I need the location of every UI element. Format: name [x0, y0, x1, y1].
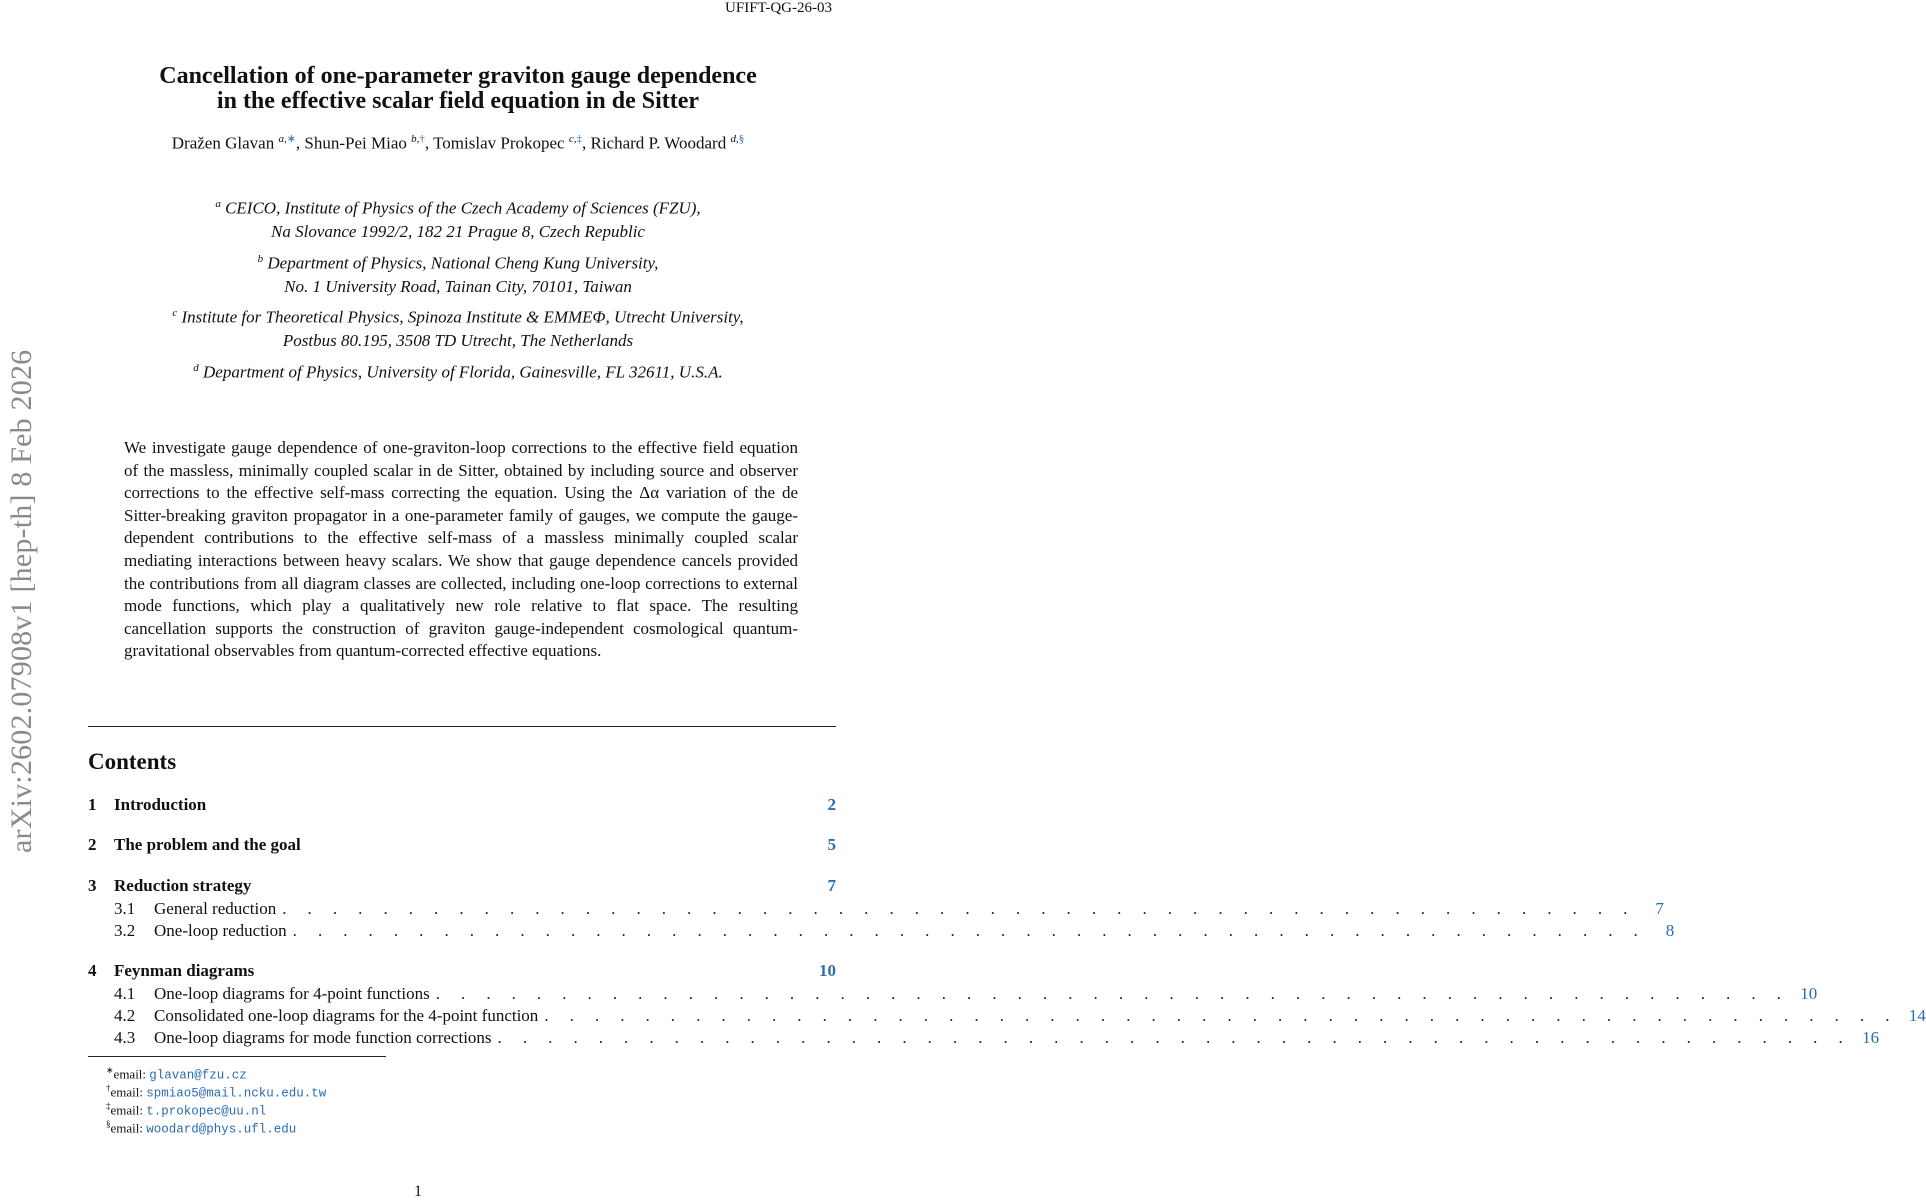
- affiliation-a: [88, 193, 828, 243]
- toc-page-link[interactable]: 16: [1862, 1028, 1880, 1047]
- footnote-prefix: email:: [110, 1120, 147, 1136]
- author-affil: b,: [411, 133, 420, 145]
- author-separator: ,: [424, 133, 434, 153]
- toc-number: 1: [88, 795, 97, 814]
- arxiv-sidebar-stamp: arXiv:2602.07908v1 [hep-th] 8 Feb 2026: [5, 349, 38, 853]
- toc-entry[interactable]: [88, 960, 836, 982]
- toc-entry[interactable]: [88, 794, 836, 816]
- toc-label: One-loop diagrams for 4-point functions: [154, 984, 430, 1003]
- affiliation-line: No. 1 University Road, Tainan City, 70101, Taiwan: [284, 276, 632, 296]
- footnote-divider: [88, 1056, 386, 1057]
- toc-subentry[interactable]: [88, 920, 1675, 942]
- toc-label: The problem and the goal: [114, 835, 301, 854]
- toc-subentry[interactable]: [88, 898, 1664, 920]
- affiliation-b: [88, 248, 828, 298]
- toc-label: Reduction strategy: [114, 876, 252, 895]
- toc-number: 4.2: [114, 1006, 136, 1025]
- toc-page-link[interactable]: 10: [819, 961, 836, 980]
- author-name: Tomislav Prokopec: [433, 133, 565, 153]
- toc-number: 3.2: [114, 921, 136, 940]
- toc-number: 4.3: [114, 1028, 136, 1047]
- author-name: Shun-Pei Miao: [304, 133, 407, 153]
- affiliation-c: [88, 302, 828, 352]
- toc-page-link[interactable]: 2: [827, 795, 836, 814]
- author-name: Richard P. Woodard: [590, 133, 727, 153]
- footnote-mark: §: [106, 1119, 111, 1129]
- divider: [88, 726, 836, 727]
- footnote-link[interactable]: †: [419, 133, 425, 145]
- footnote-mark: ∗: [106, 1065, 114, 1075]
- title-line-1: Cancellation of one-parameter graviton gauge dependence: [159, 63, 757, 89]
- affiliation-line: Department of Physics, University of Florida, Gainesville, FL 32611, U.S.A.: [203, 362, 723, 382]
- footnote-mark: ‡: [106, 1101, 111, 1111]
- toc-label: Introduction: [114, 795, 207, 814]
- toc-number: 2: [88, 835, 97, 854]
- toc-page-link[interactable]: 10: [1800, 984, 1818, 1003]
- toc-label: Consolidated one-loop diagrams for the 4-point function: [154, 1006, 539, 1025]
- author-affil: d,: [730, 133, 739, 145]
- toc-page-link[interactable]: 8: [1665, 921, 1675, 940]
- toc-page-link[interactable]: 5: [827, 835, 836, 854]
- footnote-prefix: email:: [110, 1102, 147, 1118]
- report-number: UFIFT-QG-26-03: [725, 0, 832, 16]
- toc-subentry[interactable]: [88, 983, 1818, 1005]
- author-affil: a,: [278, 133, 287, 145]
- footnote-prefix: email:: [110, 1084, 147, 1100]
- page-number: 1: [414, 1183, 422, 1200]
- toc-leader-dots: . . . . . . . . . . . . . . . . . . . . . . . . . . . . . . . . . . . . . . . . . . . . . . . . . . . . . .: [497, 1028, 1852, 1047]
- abstract: We investigate gauge dependence of one-graviton-loop corrections to the effective field equation of the massless, minimally coupled scalar in de Sitter, obtained by including source and observer corrections to the effective self-mass correcting the equation. Using the Δα variation of the de Sitter-breaking graviton propagator in a one-parameter family of gauges, we compute the gauge-dependent contributions to the effective self-mass of a massless minimally coupled scalar mediating interactions between heavy scalars. We show that gauge dependence cancels provided the contributions from all diagram classes are collected, including one-loop corrections to external mode functions, which play a qualitatively new role relative to flat space. The resulting cancellation supports the construction of graviton gauge-independent cosmological quantum-gravitational observables from quantum-corrected effective equations.: [124, 438, 798, 661]
- toc-number: 4: [88, 961, 97, 980]
- toc-entry[interactable]: [88, 875, 836, 897]
- toc-page-link[interactable]: 14: [1908, 1006, 1926, 1025]
- footnote-prefix: email:: [113, 1066, 150, 1082]
- toc-label: One-loop diagrams for mode function corrections: [154, 1028, 492, 1047]
- title-line-2: in the effective scalar field equation in de Sitter: [216, 88, 700, 114]
- affiliation-line: CEICO, Institute of Physics of the Czech Academy of Sciences (FZU),: [225, 198, 701, 218]
- email-link[interactable]: woodard@phys.ufl.edu: [146, 1122, 297, 1137]
- affiliation-line: Na Slovance 1992/2, 182 21 Prague 8, Czech Republic: [271, 221, 645, 241]
- email-link[interactable]: t.prokopec@uu.nl: [146, 1104, 267, 1119]
- paper-title: [88, 64, 828, 114]
- affiliation-key: c: [172, 307, 178, 319]
- footnote-link[interactable]: ∗: [286, 133, 296, 145]
- toc-label: One-loop reduction: [154, 921, 287, 940]
- toc-number: 3: [88, 876, 97, 895]
- footnote-link[interactable]: ‡: [576, 133, 582, 145]
- affiliation-key: d: [193, 362, 199, 374]
- toc-subentry[interactable]: [88, 1005, 1926, 1027]
- email-link[interactable]: glavan@fzu.cz: [149, 1068, 247, 1083]
- affiliation-line: Department of Physics, National Cheng Kung University,: [267, 253, 659, 273]
- footnote-mark: †: [106, 1083, 111, 1093]
- contents-heading: Contents: [88, 749, 177, 774]
- affiliation-line: Institute for Theoretical Physics, Spinoza Institute & EMMEΦ, Utrecht University,: [181, 307, 744, 327]
- toc-leader-dots: . . . . . . . . . . . . . . . . . . . . . . . . . . . . . . . . . . . . . . . . . . . . . . . . . . . . . .: [544, 1006, 1898, 1025]
- toc-leader-dots: . . . . . . . . . . . . . . . . . . . . . . . . . . . . . . . . . . . . . . . . . . . . . . . . . . . . . .: [282, 899, 1636, 918]
- toc-label: Feynman diagrams: [114, 961, 255, 980]
- author-separator: ,: [295, 133, 305, 153]
- toc-entry[interactable]: [88, 834, 836, 856]
- author-affil: c,: [568, 133, 577, 145]
- toc-number: 3.1: [114, 899, 136, 918]
- affiliation-line: Postbus 80.195, 3508 TD Utrecht, The Netherlands: [282, 330, 634, 350]
- affiliation-key: a: [215, 198, 221, 210]
- author-separator: ,: [581, 133, 591, 153]
- toc-page-link[interactable]: 7: [1655, 899, 1664, 918]
- toc-subentry[interactable]: [88, 1027, 1880, 1049]
- affiliation-d: [88, 357, 828, 384]
- toc-label: General reduction: [154, 899, 277, 918]
- toc-page-link[interactable]: 7: [827, 876, 836, 895]
- footnote-link[interactable]: §: [738, 133, 745, 145]
- author-list: [88, 132, 828, 154]
- email-link[interactable]: spmiao5@mail.ncku.edu.tw: [146, 1086, 327, 1101]
- footnote: [106, 1116, 296, 1138]
- author-name: Dražen Glavan: [171, 133, 275, 153]
- toc-leader-dots: . . . . . . . . . . . . . . . . . . . . . . . . . . . . . . . . . . . . . . . . . . . . . . . . . . . . . .: [292, 921, 1647, 940]
- affiliation-key: b: [257, 253, 264, 265]
- toc-number: 4.1: [114, 984, 136, 1003]
- toc-leader-dots: . . . . . . . . . . . . . . . . . . . . . . . . . . . . . . . . . . . . . . . . . . . . . . . . . . . . . .: [435, 984, 1790, 1003]
